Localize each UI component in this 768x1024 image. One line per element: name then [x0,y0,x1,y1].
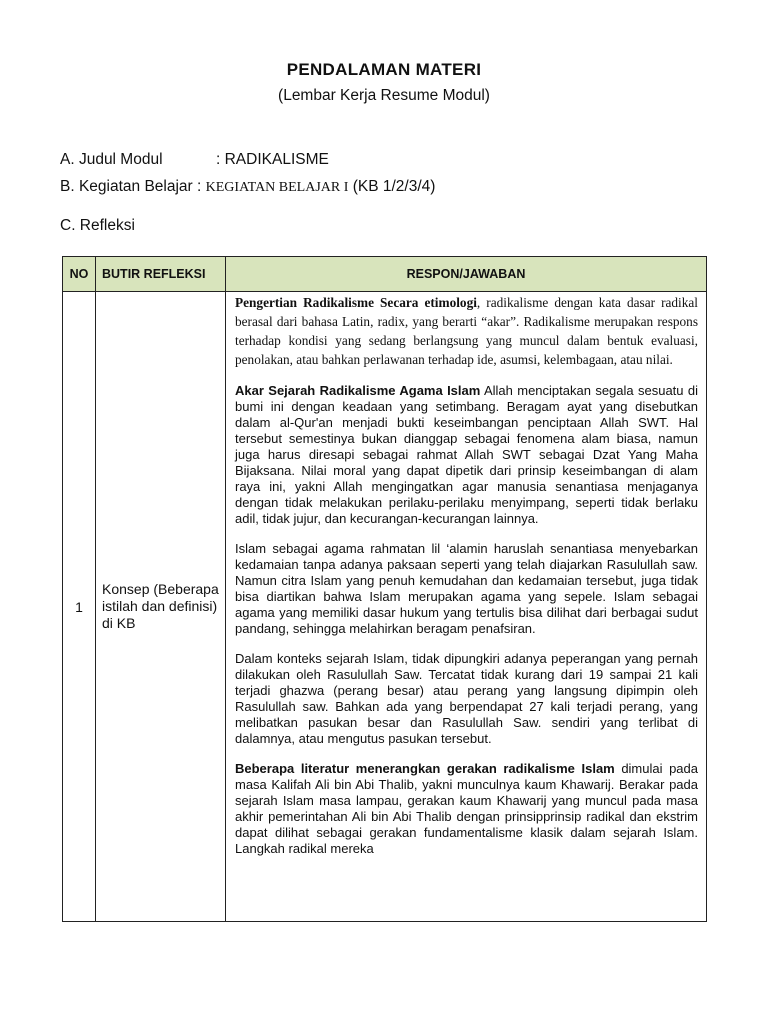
learning-activity-label: B. Kegiatan Belajar [60,178,193,195]
paragraph-text: Islam sebagai agama rahmatan lil ‘alamin haruslah senantiasa menyebarkan kedamaian tanpa adanya paksaan seperti yang telah diajarkan Rasulullah saw. Namun citra Islam yang penuh kemudahan dan kedamaian tersebut, juga tidak bisa diartikan bahwa Islam merupakan agama yang sepele. Islam sebagai agama yang memiliki dasar hukum yang tertulis bisa dilihat dari berbagai sudut pandang, sehingga melahirkan beragam penafsiran. [235,541,698,636]
module-title-line [60,151,329,169]
header-respon-jawaban: RESPON/JAWABAN [226,257,707,292]
row-butir: Konsep (Beberapa istilah dan definisi) di KB [96,292,226,922]
learning-activity-line [60,178,435,196]
learning-activity-separator: : [197,178,202,195]
header-butir-refleksi: BUTIR REFLEKSI [96,257,226,292]
reflection-table [62,256,707,922]
response-paragraph [235,651,698,747]
paragraph-text: , radikalisme dengan kata dasar radikal berasal dari bahasa Latin, radix, yang berarti “akar”. Radikalisme merupakan respons terhadap kondisi yang sedang berlangsung yang muncul dalam bentuk evaluasi, penolakan, atau bahkan perlawanan terhadap ide, asumsi, kelembagaan, atau nilai. [235,295,698,367]
response-paragraph [235,383,698,527]
page-subtitle: (Lembar Kerja Resume Modul) [278,87,490,104]
response-paragraph [235,761,698,857]
header-no: NO [63,257,96,292]
learning-activity-value: KEGIATAN BELAJAR I [205,180,349,195]
response-content [226,292,706,921]
row-number: 1 [63,292,96,922]
learning-activity-suffix: (KB 1/2/3/4) [348,178,436,195]
response-paragraph [235,541,698,637]
paragraph-heading: Akar Sejarah Radikalisme Agama Islam [235,383,481,398]
row-response [226,292,707,922]
paragraph-heading: Beberapa literatur menerangkan gerakan radikalisme Islam [235,761,615,776]
module-title-value: : RADIKALISME [216,151,329,168]
table-header-row [63,257,707,292]
paragraph-text: Dalam konteks sejarah Islam, tidak dipungkiri adanya peperangan yang pernah dilakukan oleh Rasulullah Saw. Tercatat tidak kurang dari 19 sampai 21 kali terjadi ghazwa (perang besar) atau perang yang langsung dipimpin oleh Rasulullah saw. Bahkan ada yang berpendapat 27 kali terjadi perang, yang melibatkan pasukan besar dan Rasulullah Saw. sendiri yang terlibat di dalamnya, atau mengutus pasukan tersebut. [235,651,698,746]
reflection-heading: C. Refleksi [60,217,135,234]
table-row [63,292,707,922]
paragraph-heading: Pengertian Radikalisme Secara etimologi [235,295,477,310]
page-title: PENDALAMAN MATERI [286,60,482,79]
response-paragraph [235,293,698,369]
paragraph-text: Allah menciptakan segala sesuatu di bumi ini dengan keadaan yang setimbang. Beragam ayat yang disebutkan dalam al-Qur'an menjadi bukti keseimbangan penciptaan Allah SWT. Hal tersebut semestinya bukan dianggap sebagai fenomena alam biasa, namun juga harus diresapi sebagai rahmat Allah SWT sebagai Dzat Yang Maha Bijaksana. Nilai moral yang dapat dipetik dari prinsip keseimbangan di alam raya ini, yakni Allah mengingatkan agar manusia senantiasa menjaganya dengan tidak melakukan perilaku-perilaku menyimpang, seperti tidak berlaku adil, tidak jujur, dan kecurangan-kecurangan lainnya. [235,383,699,526]
module-title-label: A. Judul Modul [60,151,163,168]
paragraph-text: dimulai pada masa Kalifah Ali bin Abi Thalib, yakni munculnya kaum Khawarij. Berakar pada sejarah Islam masa lampau, gerakan kaum Khawarij yang muncul pada masa akhir pemerintahan Ali bin Abi Thalib dengan prinsipprinsip radikal dan ekstrim dapat dilihat sebagai gerakan fundamentalisme klasik dalam sejarah Islam. Langkah radikal mereka [235,761,698,856]
